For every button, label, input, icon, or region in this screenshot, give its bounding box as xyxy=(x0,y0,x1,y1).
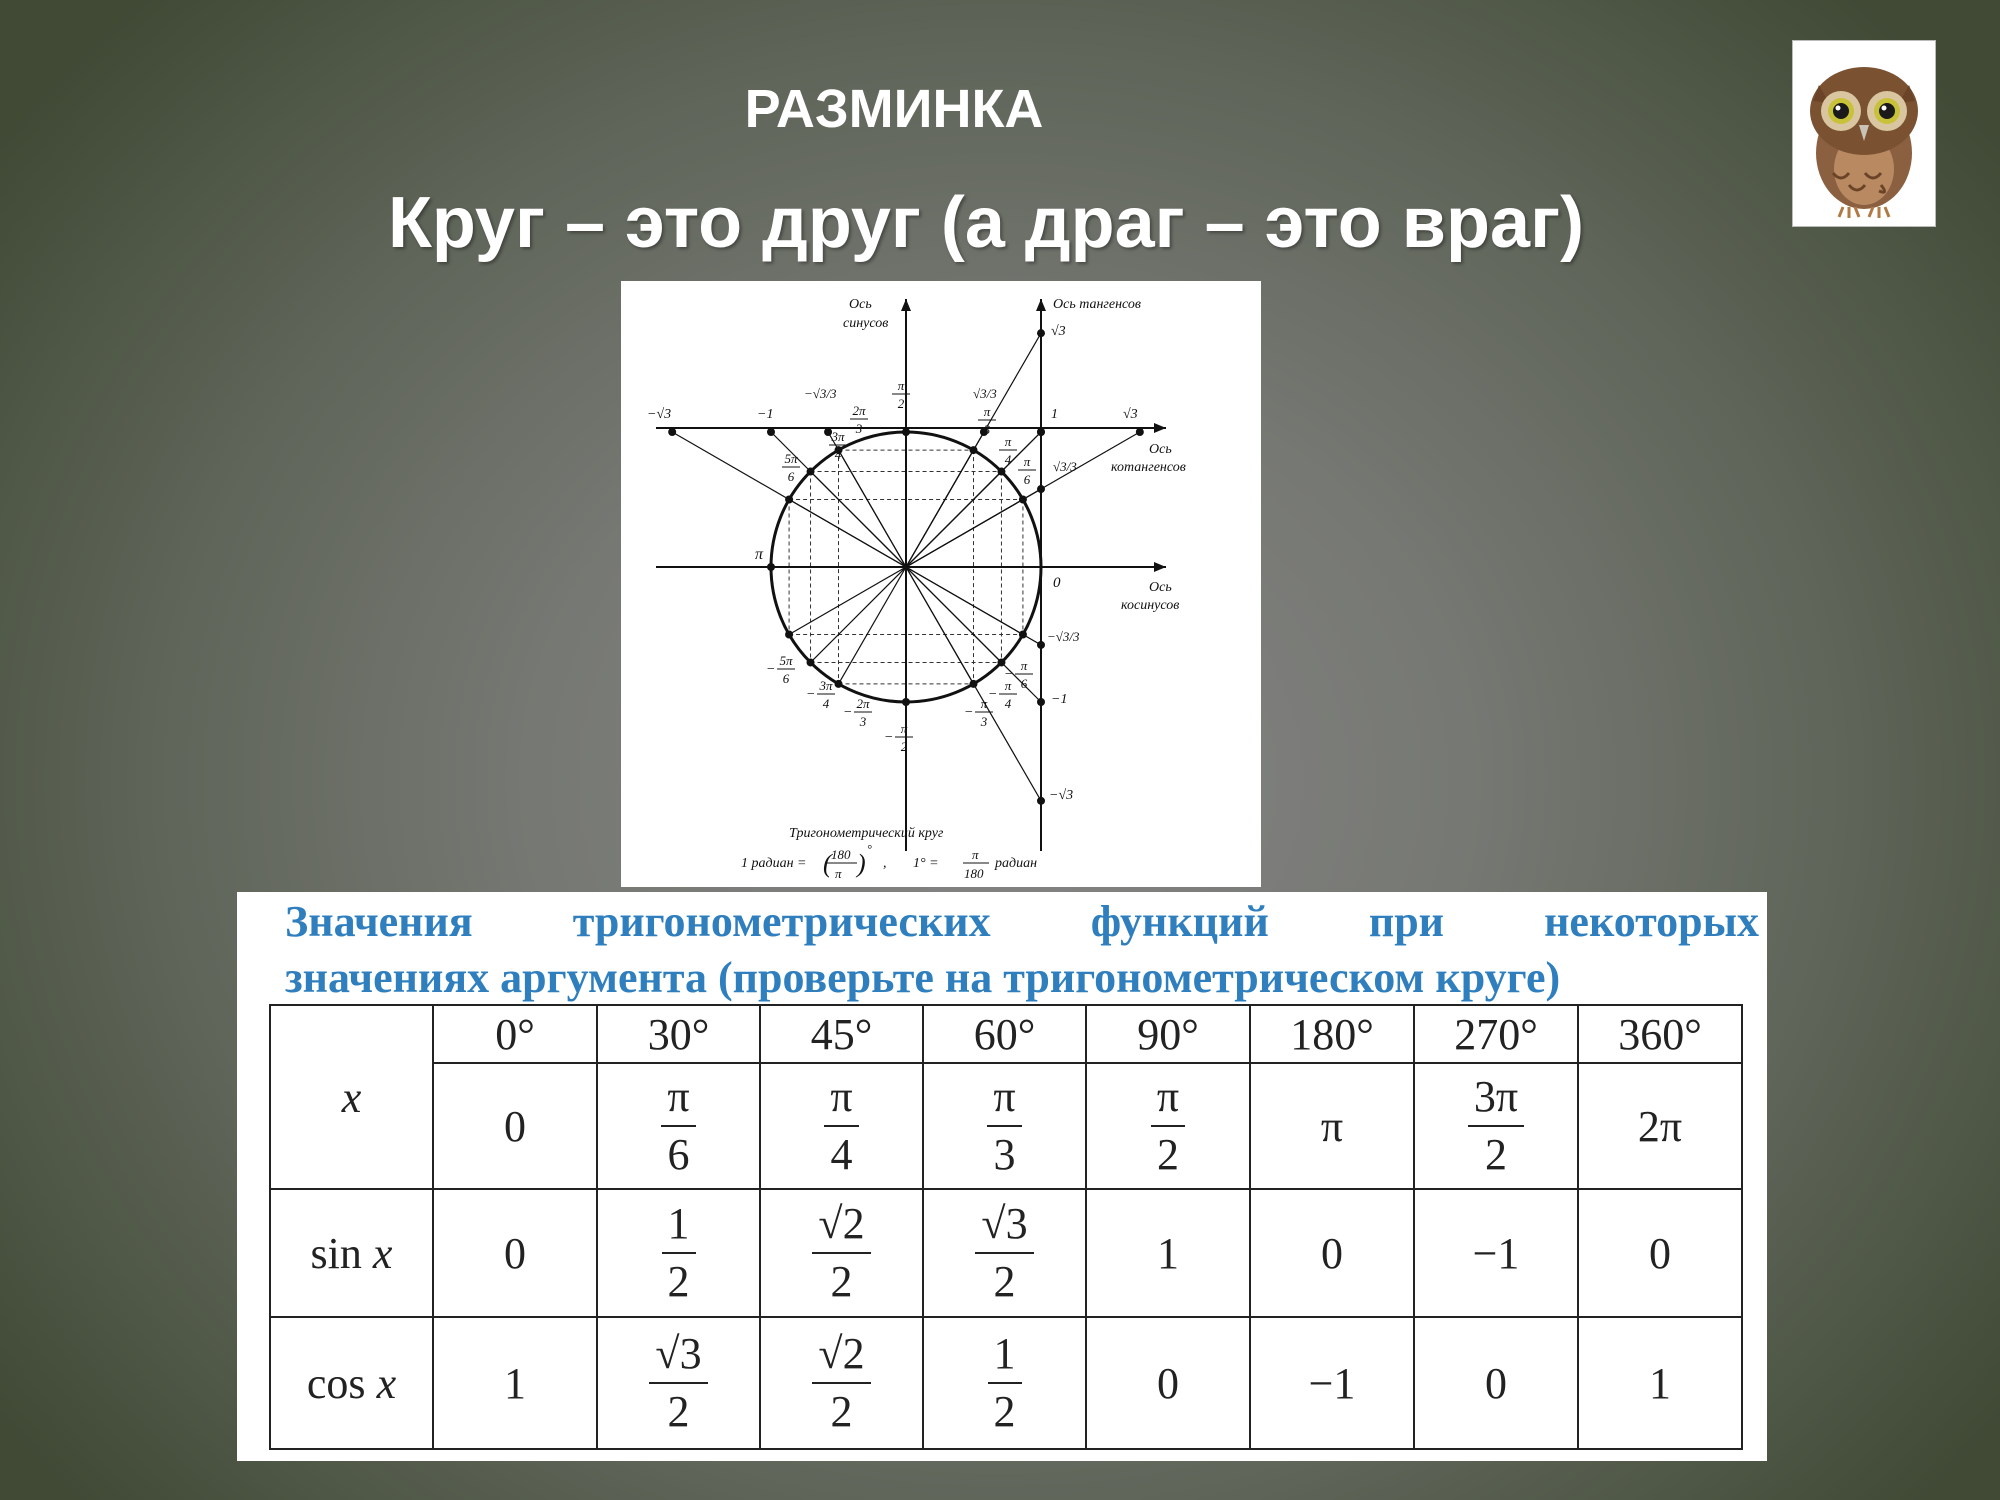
angle-numerator: π xyxy=(900,721,908,736)
radian-cell xyxy=(1086,1063,1250,1189)
trig-circle-diagram xyxy=(621,281,1261,887)
svg-text:−: − xyxy=(1004,667,1014,682)
sin-value-cell xyxy=(923,1189,1086,1317)
radian-cell xyxy=(597,1063,760,1189)
angle-denominator: 2 xyxy=(900,739,908,754)
cell-value: 0 xyxy=(504,1228,526,1278)
cell-fraction xyxy=(824,1072,858,1179)
angle-denominator: 4 xyxy=(834,447,842,462)
cotangent-axis-arrow xyxy=(1154,423,1166,433)
fraction-denominator: 2 xyxy=(667,1257,690,1306)
heading-word: функций xyxy=(1090,897,1269,946)
cos-value-cell xyxy=(1250,1317,1414,1449)
radian-cell xyxy=(760,1063,923,1189)
tangent-axis-arrow xyxy=(1036,299,1046,311)
angle-numerator: 2π xyxy=(856,696,870,711)
cell-fraction xyxy=(649,1329,707,1436)
cell-fraction xyxy=(1468,1072,1524,1179)
angle-numerator: π xyxy=(1023,454,1031,469)
cos-value-cell xyxy=(1086,1317,1250,1449)
angle-denominator: 2 xyxy=(897,396,905,411)
cotangent-point xyxy=(767,428,775,436)
angle-point xyxy=(970,680,978,688)
angle-numerator: 2π xyxy=(852,403,866,418)
sin-value-cell xyxy=(597,1189,760,1317)
svg-text:−: − xyxy=(766,662,776,677)
cell-fraction xyxy=(975,1199,1033,1306)
sin-value-cell xyxy=(1086,1189,1250,1317)
cotangent-point xyxy=(1136,428,1144,436)
sine-axis-arrow xyxy=(901,299,911,311)
angle-point xyxy=(1019,496,1027,504)
tangent-point xyxy=(1037,797,1045,805)
fraction-denominator: 2 xyxy=(1485,1130,1507,1179)
fraction-numerator: 3π xyxy=(1468,1075,1524,1127)
angle-label-a120 xyxy=(850,403,868,436)
angle-denominator: 6 xyxy=(1020,676,1028,691)
angle-point xyxy=(767,563,775,571)
fraction-numerator: 1 xyxy=(662,1202,696,1254)
angle-numerator: 3π xyxy=(831,429,845,444)
fraction-denominator: 2 xyxy=(993,1387,1016,1436)
fraction-denominator: 4 xyxy=(830,1130,853,1179)
cot-label-sqrt3-3: √3/3 xyxy=(973,386,997,401)
cell-value: 0 xyxy=(1485,1358,1507,1408)
x-header-cell: x xyxy=(270,1005,433,1189)
cotangent-axis-title-1: Ось xyxy=(1149,442,1172,457)
fraction-numerator: π xyxy=(987,1075,1021,1127)
degree-cell: 60° xyxy=(923,1005,1086,1063)
angle-numerator: π xyxy=(1004,678,1012,693)
cos-header-cell xyxy=(270,1317,433,1449)
cell-value: 0 xyxy=(1157,1358,1179,1408)
cos-row xyxy=(270,1317,1742,1449)
svg-text:−: − xyxy=(988,687,998,702)
angle-point xyxy=(785,631,793,639)
radian-formula-prefix: 1 радиан = xyxy=(741,856,807,871)
cos-label: cos xyxy=(306,1358,366,1408)
degree-cell: 360° xyxy=(1578,1005,1742,1063)
sine-axis-title-2: синусов xyxy=(843,316,889,331)
angle-denominator: 3 xyxy=(859,714,867,729)
radian-cell xyxy=(1414,1063,1578,1189)
degree-cell: 270° xyxy=(1414,1005,1578,1063)
angle-label-a150 xyxy=(782,451,800,484)
cell-value: 1 xyxy=(504,1358,526,1408)
svg-text:): ) xyxy=(857,849,866,878)
sin-header-cell xyxy=(270,1189,433,1317)
angle-point xyxy=(785,496,793,504)
angle-label-m90 xyxy=(884,721,913,754)
angle-point xyxy=(997,468,1005,476)
angle-point xyxy=(970,446,978,454)
degree-formula-suffix: радиан xyxy=(995,856,1038,871)
radian-cell xyxy=(1578,1063,1742,1189)
svg-text:−: − xyxy=(843,705,853,720)
degree-cell: 180° xyxy=(1250,1005,1414,1063)
owl-icon xyxy=(1793,41,1935,226)
sine-axis-title-1: Ось xyxy=(849,297,872,312)
cell-fraction xyxy=(661,1072,695,1179)
radian-formula-degree: ° xyxy=(867,842,872,856)
degree-cell: 0° xyxy=(433,1005,597,1063)
angle-label-a45 xyxy=(999,434,1017,467)
angle-label-m45 xyxy=(988,678,1017,711)
cot-label-sqrt3: √3 xyxy=(1123,407,1138,422)
cos-value-cell xyxy=(760,1317,923,1449)
fraction-numerator: √2 xyxy=(812,1332,870,1384)
tan-label-minus-sqrt3: −√3 xyxy=(1049,788,1074,803)
cell-value: 0 xyxy=(504,1101,526,1151)
trig-circle-svg xyxy=(621,281,1261,887)
warmup-heading: РАЗМИНКА xyxy=(744,79,1044,139)
tangent-point xyxy=(1037,698,1045,706)
cell-value: 1 xyxy=(1649,1358,1671,1408)
cell-fraction xyxy=(812,1329,870,1436)
cos-value-cell xyxy=(923,1317,1086,1449)
cell-value: 2π xyxy=(1637,1101,1683,1151)
degree-cell: 90° xyxy=(1086,1005,1250,1063)
angle-numerator: π xyxy=(897,378,905,393)
sin-row xyxy=(270,1189,1742,1317)
sin-value-cell xyxy=(433,1189,597,1317)
cell-fraction xyxy=(662,1199,696,1306)
fraction-numerator: π xyxy=(1151,1075,1185,1127)
cell-value: −1 xyxy=(1308,1358,1356,1408)
heading-word: тригонометрических xyxy=(572,897,991,946)
pi-label: π xyxy=(755,546,764,563)
cot-label-minus-sqrt3: −√3 xyxy=(647,407,672,422)
table-heading-line-2: значениях аргумента (проверьте на тригонометрическом круге) xyxy=(285,953,1561,1002)
tan-label-sqrt3-3: √3/3 xyxy=(1053,459,1077,474)
cot-label-minus-sqrt3-3: −√3/3 xyxy=(804,386,837,401)
fraction-numerator: π xyxy=(661,1075,695,1127)
angle-denominator: 4 xyxy=(1004,452,1012,467)
cell-value: π xyxy=(1320,1101,1344,1151)
svg-text:,: , xyxy=(883,856,887,871)
sin-value-cell xyxy=(1414,1189,1578,1317)
radian-cell xyxy=(923,1063,1086,1189)
cotangent-axis-title-2: котангенсов xyxy=(1111,460,1186,475)
angle-label-a90 xyxy=(892,378,910,411)
angle-label-m150 xyxy=(766,653,795,686)
tangent-point xyxy=(1037,485,1045,493)
fraction-denominator: 2 xyxy=(830,1387,853,1436)
tan-label-minus-sqrt3-3: −√3/3 xyxy=(1047,629,1080,644)
fraction-denominator: 6 xyxy=(667,1130,690,1179)
fraction-numerator: √2 xyxy=(812,1202,870,1254)
fraction-numerator: 1 xyxy=(988,1332,1022,1384)
cell-fraction xyxy=(1151,1072,1185,1179)
fraction-numerator: π xyxy=(824,1075,858,1127)
fraction-denominator: 2 xyxy=(830,1257,853,1306)
radian-formula-numerator: 180 xyxy=(831,847,851,862)
angle-numerator: π xyxy=(1020,658,1028,673)
cos-value-cell xyxy=(1578,1317,1742,1449)
radian-cell xyxy=(1250,1063,1414,1189)
fraction-denominator: 2 xyxy=(667,1387,690,1436)
angle-denominator: 6 xyxy=(787,469,795,484)
tan-label-minus-1: −1 xyxy=(1051,692,1068,707)
slide-title: Круг – это друг (а драг – это враг) xyxy=(387,183,1585,263)
tangent-point xyxy=(1037,329,1045,337)
angle-denominator: 3 xyxy=(980,714,988,729)
degree-cell: 30° xyxy=(597,1005,760,1063)
cotangent-point xyxy=(668,428,676,436)
angle-numerator: π xyxy=(1004,434,1012,449)
tan-label-sqrt3: √3 xyxy=(1051,324,1066,339)
trig-values-table xyxy=(269,1004,1743,1450)
radians-row xyxy=(270,1063,1742,1189)
radian-formula-denominator: π xyxy=(835,866,842,881)
radian-cell xyxy=(433,1063,597,1189)
cosine-axis-title-2: косинусов xyxy=(1121,598,1180,613)
fraction-numerator: √3 xyxy=(649,1332,707,1384)
cosine-axis-title-1: Ось xyxy=(1149,580,1172,595)
fraction-denominator: 2 xyxy=(993,1257,1016,1306)
circle-caption: Тригонометрический круг xyxy=(789,826,944,841)
svg-text:−: − xyxy=(806,687,816,702)
sin-label: sin xyxy=(310,1228,362,1278)
angle-denominator: 4 xyxy=(1004,696,1012,711)
angle-numerator: 5π xyxy=(784,451,798,466)
angle-point xyxy=(807,658,815,666)
angle-point xyxy=(1019,631,1027,639)
angle-numerator: 3π xyxy=(819,678,833,693)
cell-value: −1 xyxy=(1472,1228,1520,1278)
angle-point xyxy=(902,698,910,706)
cotangent-point xyxy=(1037,428,1045,436)
cell-value: 1 xyxy=(1157,1228,1179,1278)
angle-denominator: 4 xyxy=(822,696,830,711)
cell-fraction xyxy=(988,1329,1022,1436)
angle-point xyxy=(807,468,815,476)
svg-text:−: − xyxy=(884,730,894,745)
cell-value: 0 xyxy=(1321,1228,1343,1278)
angle-denominator: 6 xyxy=(1023,472,1031,487)
svg-text:(: ( xyxy=(823,849,832,878)
tangent-point xyxy=(1037,641,1045,649)
cell-fraction xyxy=(987,1072,1021,1179)
angle-denominator: 6 xyxy=(782,671,790,686)
cos-value-cell xyxy=(1414,1317,1578,1449)
angle-label-a135 xyxy=(829,429,847,462)
fraction-denominator: 2 xyxy=(1157,1130,1179,1179)
sin-value-cell xyxy=(760,1189,923,1317)
degree-formula-prefix: 1° = xyxy=(913,856,939,871)
trig-values-panel xyxy=(237,892,1767,1461)
angle-label-m120 xyxy=(843,696,872,729)
angle-numerator: π xyxy=(983,404,991,419)
angle-point xyxy=(997,658,1005,666)
cell-value: 0 xyxy=(1649,1228,1671,1278)
angle-numerator: 5π xyxy=(779,653,793,668)
heading-word: некоторых xyxy=(1544,897,1759,946)
sin-x-label: x xyxy=(372,1228,393,1278)
cos-value-cell xyxy=(433,1317,597,1449)
degrees-row xyxy=(270,1005,1742,1063)
cos-x-label: x xyxy=(376,1358,397,1408)
sin-value-cell xyxy=(1250,1189,1414,1317)
cot-label-1: 1 xyxy=(1051,407,1058,422)
heading-word: при xyxy=(1368,897,1445,946)
angle-point xyxy=(835,680,843,688)
owl-picture xyxy=(1792,40,1936,227)
cos-value-cell xyxy=(597,1317,760,1449)
table-heading-line-1 xyxy=(285,896,1759,947)
angle-label-m135 xyxy=(806,678,835,711)
cot-label-minus-1: −1 xyxy=(757,407,774,422)
angle-denominator: 3 xyxy=(983,422,991,437)
degree-formula-denominator: 180 xyxy=(964,866,984,881)
heading-word: Значения xyxy=(285,897,473,946)
angle-denominator: 3 xyxy=(855,421,863,436)
sin-value-cell xyxy=(1578,1189,1742,1317)
cell-fraction xyxy=(812,1199,870,1306)
cosine-axis-arrow xyxy=(1154,562,1166,572)
fraction-denominator: 3 xyxy=(993,1130,1016,1179)
degree-formula-numerator: π xyxy=(972,847,979,862)
svg-text:−: − xyxy=(964,705,974,720)
angle-label-a30 xyxy=(1018,454,1036,487)
tangent-axis-title: Ось тангенсов xyxy=(1053,297,1141,312)
angle-numerator: π xyxy=(980,696,988,711)
degree-cell: 45° xyxy=(760,1005,923,1063)
angle-point xyxy=(902,428,910,436)
zero-label: 0 xyxy=(1053,575,1061,591)
fraction-numerator: √3 xyxy=(975,1202,1033,1254)
